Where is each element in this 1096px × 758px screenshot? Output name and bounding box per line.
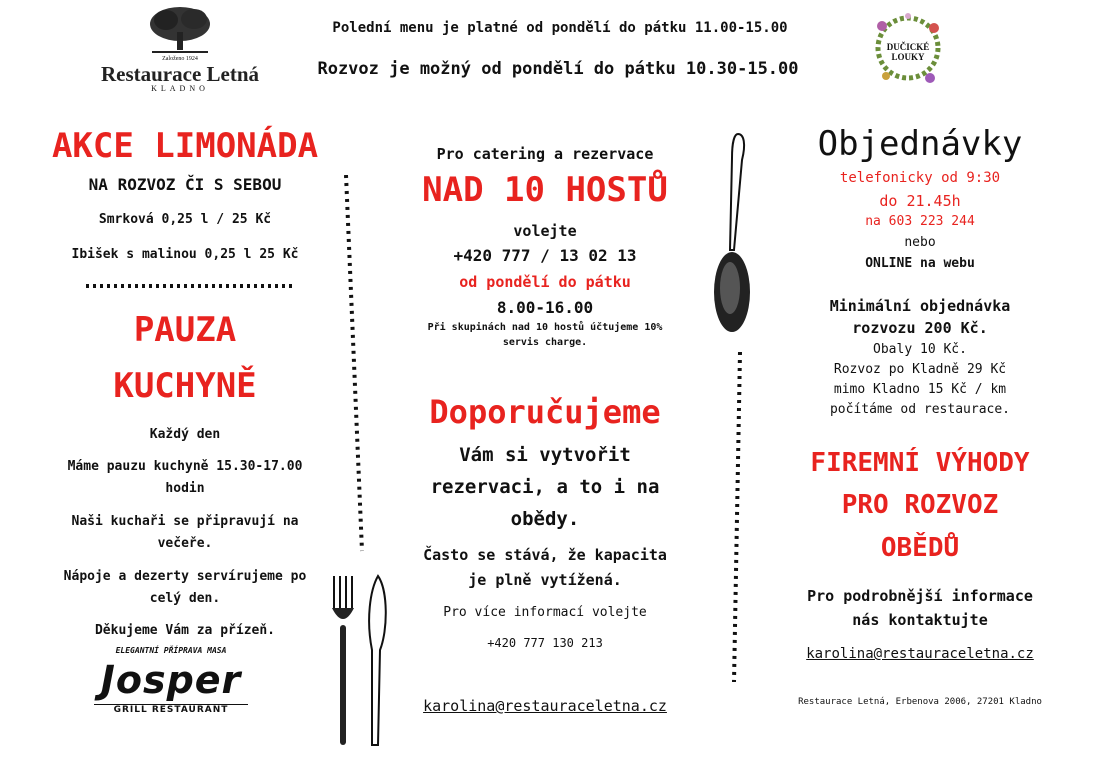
packaging-text: Obaly 10 Kč. (873, 342, 967, 357)
email-link[interactable]: karolina@restauraceletna.cz (423, 697, 667, 715)
catering-phone: +420 777 / 13 02 13 (453, 246, 637, 265)
capacity-text: Často se stává, že kapacita (423, 546, 667, 564)
thanks-text: Děkujeme Vám za přízeň. (94, 623, 275, 638)
drinks-text: celý den. (149, 591, 221, 606)
tree-icon (148, 4, 212, 54)
phone-order-text: telefonicky od 9:30 (839, 170, 1001, 186)
email-link[interactable]: karolina@restauraceletna.cz (806, 646, 1034, 662)
lunch-menu-info: Polední menu je platné od pondělí do pátku 11.00-15.00 (332, 20, 788, 36)
divider-horizontal (86, 280, 296, 292)
company-benefits-title: PRO ROZVOZ (841, 490, 999, 520)
phone-order-text: na 603 223 244 (865, 214, 975, 229)
min-order-text: rozvozu 200 Kč. (852, 319, 988, 337)
partner-logo (870, 6, 946, 92)
hours-text: 8.00-16.00 (496, 298, 594, 317)
catering-text: Pro catering a rezervace (436, 145, 654, 163)
days-text: od pondělí do pátku (459, 273, 631, 291)
divider-left (340, 175, 370, 555)
hosts-title: NAD 10 HOSTŮ (422, 170, 668, 210)
delivery-text: počítáme od restaurace. (829, 402, 1010, 417)
lemonade-promo-subtitle: NA ROZVOZ ČI S SEBOU (88, 175, 282, 194)
company-benefits-title: OBĚDŮ (880, 533, 960, 563)
chefs-text: Naši kuchaři se připravují na (71, 514, 299, 529)
or-text: nebo (904, 235, 936, 250)
josper-name: Josper (100, 658, 242, 702)
recommend-text: obědy. (510, 508, 580, 530)
phone-order-text: do 21.45h (879, 192, 961, 210)
capacity-text: je plně vytížená. (468, 571, 622, 589)
service-charge-note: Při skupinách nad 10 hostů účtujeme 10% (427, 322, 663, 333)
josper-sub: GRILL RESTAURANT (113, 705, 229, 715)
lemonade-item: Smrková 0,25 l / 25 Kč (98, 212, 272, 227)
pause-hours-text: Máme pauzu kuchyně 15.30-17.00 (67, 459, 303, 474)
contact-text: Pro podrobnější informace (807, 587, 1033, 605)
delivery-text: mimo Kladno 15 Kč / km (833, 382, 1007, 397)
contact-text: nás kontaktujte (852, 611, 988, 629)
chefs-text: večeře. (157, 536, 213, 551)
more-info-text: Pro více informací volejte (443, 605, 647, 620)
call-text: volejte (513, 222, 577, 240)
recommend-text: Vám si vytvořit (459, 444, 631, 466)
josper-tagline: ELEGANTNÍ PŘÍPRAVA MASA (115, 646, 227, 655)
partner-name: DUČICKÉ LOUKY (886, 42, 930, 62)
orders-title: Objednávky (817, 124, 1023, 164)
logo-name: Restaurace Letná (100, 62, 260, 86)
company-benefits-title: FIREMNÍ VÝHODY (810, 448, 1030, 478)
pause-hours-text: hodin (165, 481, 205, 496)
min-order-text: Minimální objednávka (829, 297, 1011, 315)
info-phone: +420 777 130 213 (487, 636, 603, 650)
address-text: Restaurace Letná, Erbenova 2006, 27201 Kladno (798, 697, 1042, 707)
recommend-text: rezervaci, a to i na (430, 476, 660, 498)
delivery-text: Rozvoz po Kladně 29 Kč (833, 362, 1007, 377)
lemonade-item: Ibišek s malinou 0,25 l 25 Kč (71, 247, 299, 262)
logo-city: KLADNO (151, 84, 209, 93)
kitchen-pause-title: KUCHYNĚ (113, 366, 257, 406)
spoon-icon (708, 130, 756, 340)
service-charge-note: servis charge. (502, 337, 588, 348)
divider-right (726, 352, 750, 684)
logo-established: Založeno 1924 (162, 56, 198, 62)
delivery-info: Rozvoz je možný od pondělí do pátku 10.30-15.00 (317, 59, 799, 79)
every-day-text: Každý den (149, 427, 221, 442)
josper-logo (84, 644, 258, 720)
recommend-title: Doporučujeme (429, 393, 661, 431)
restaurant-logo (100, 4, 260, 96)
kitchen-pause-title: PAUZA (133, 310, 237, 350)
drinks-text: Nápoje a dezerty servírujeme po (63, 569, 307, 584)
online-order-text: ONLINE na webu (865, 256, 975, 271)
lemonade-promo-title: AKCE LIMONÁDA (51, 126, 319, 166)
